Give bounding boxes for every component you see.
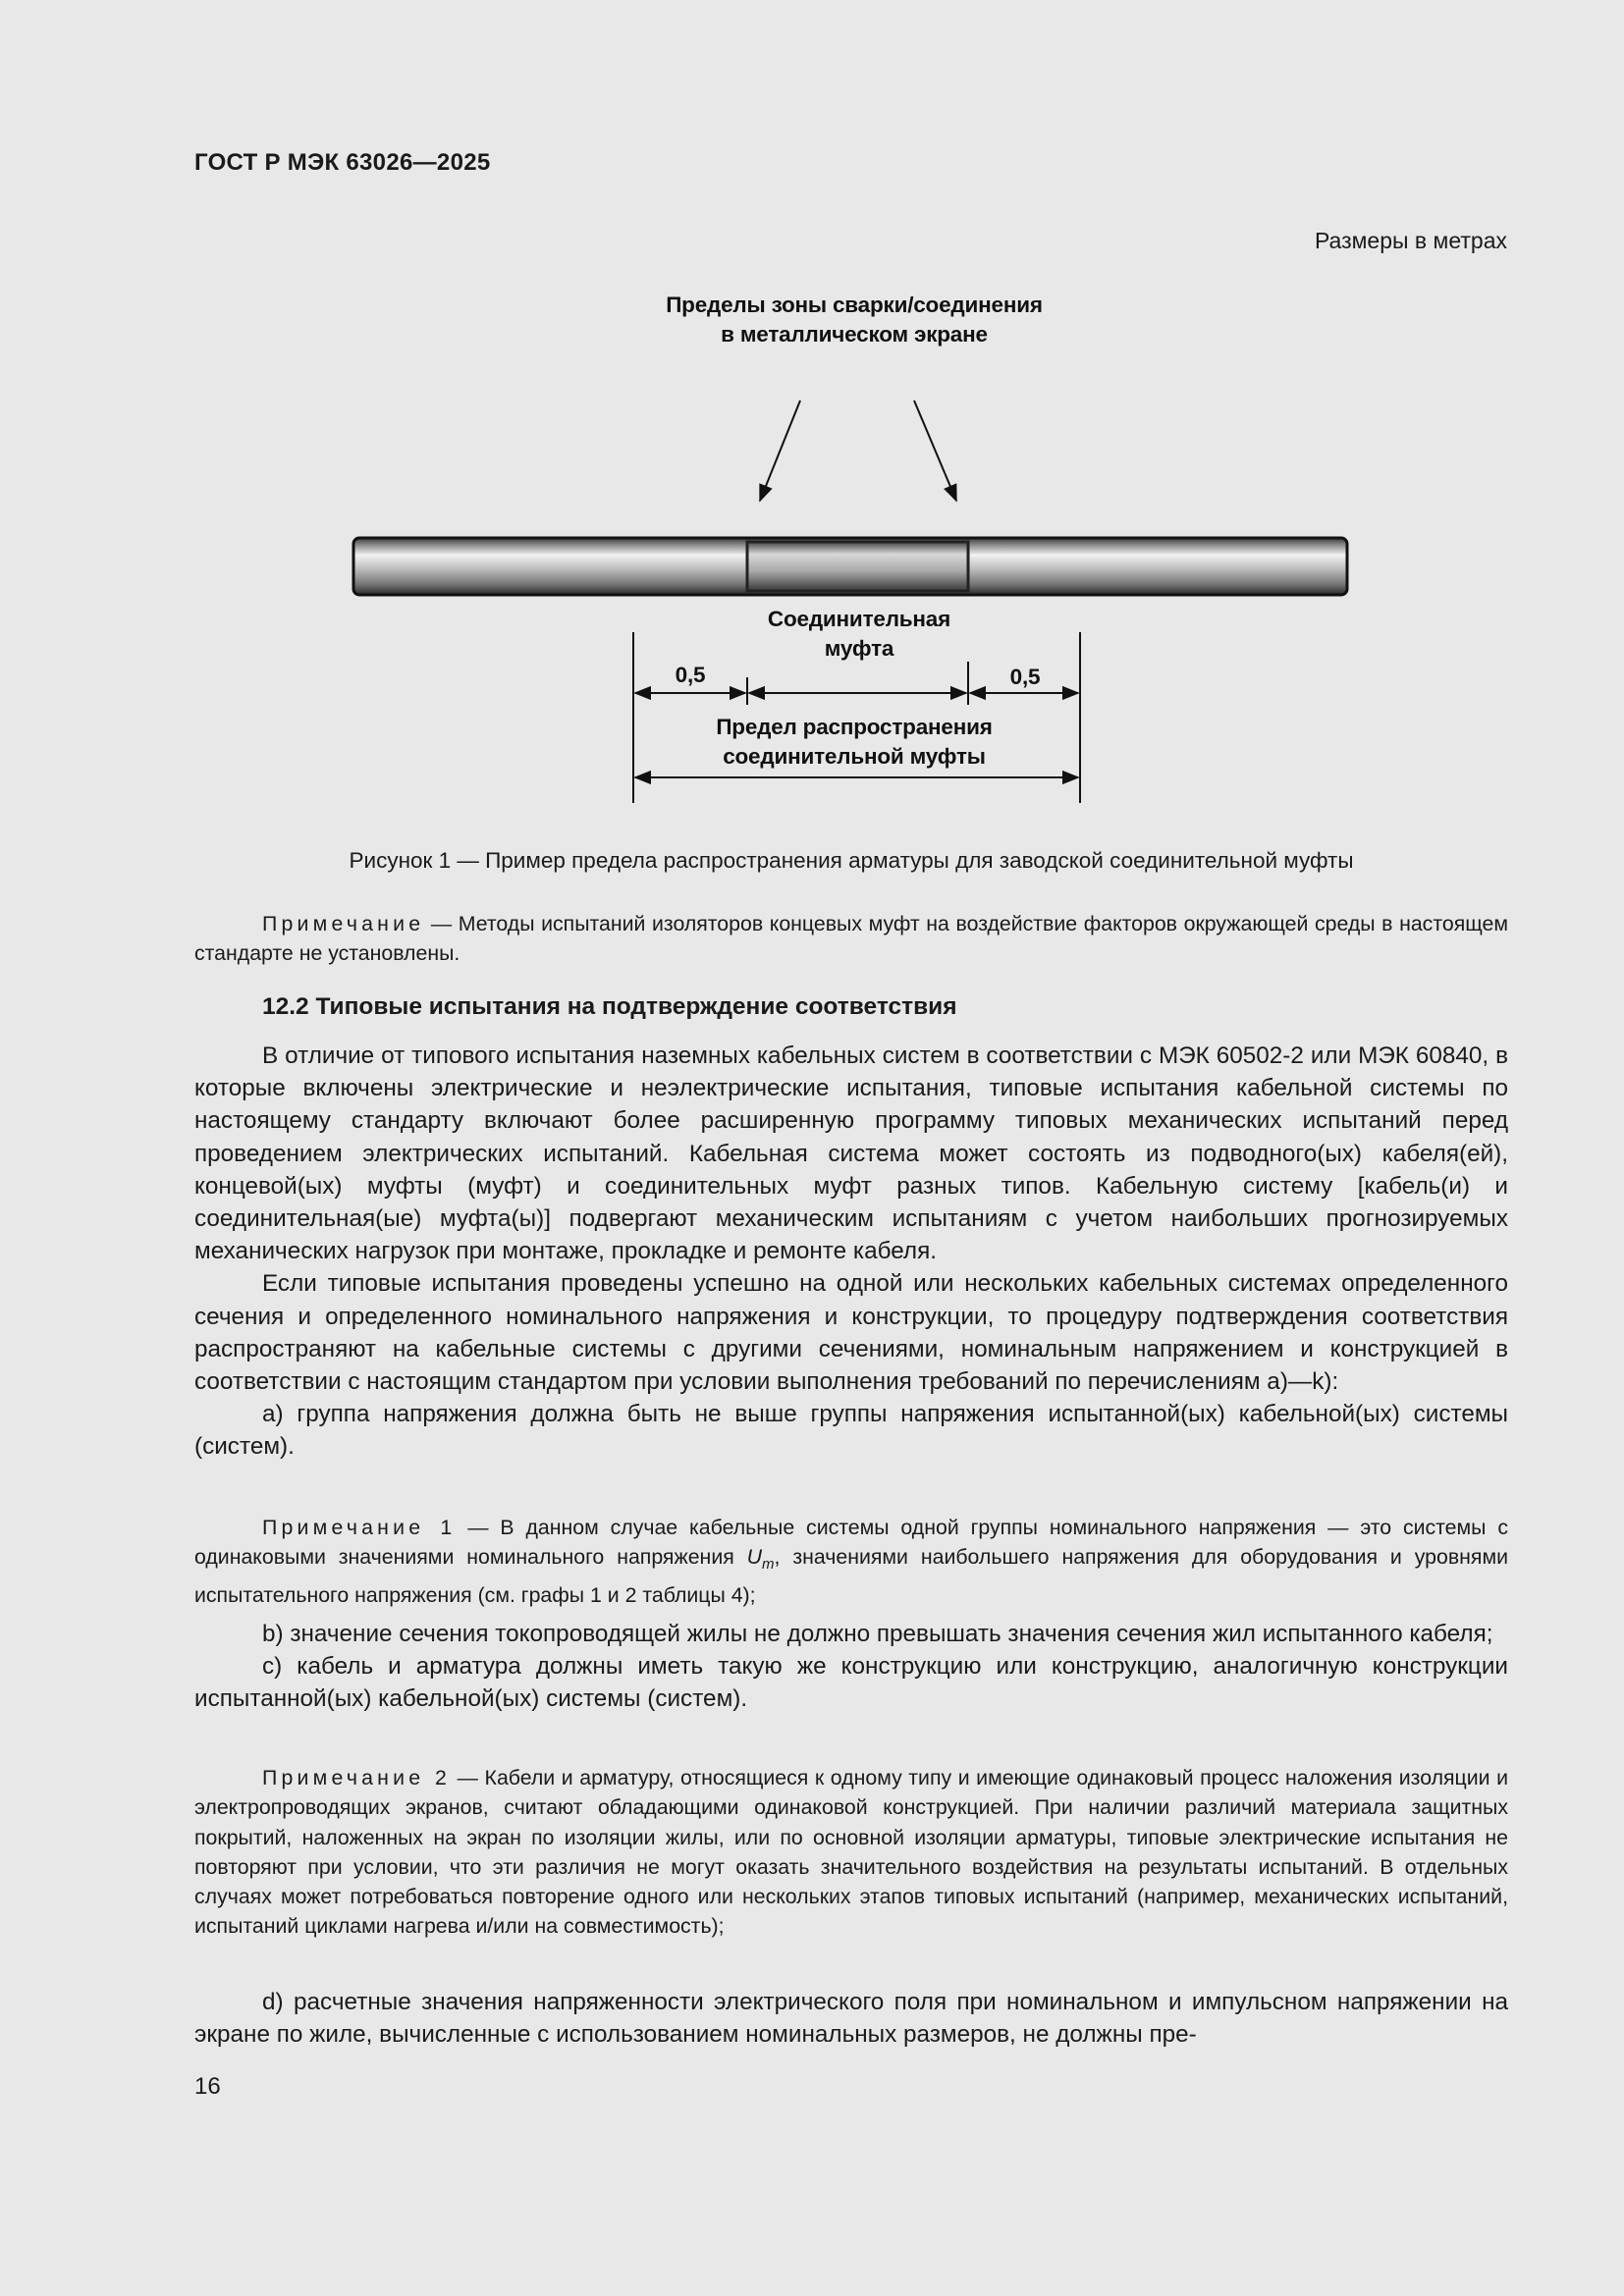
figure-1 [334,291,1375,821]
body-text-2 [194,1618,1508,1716]
units-note: Размеры в метрах [1314,228,1507,253]
symbol-subscript: m [762,1556,775,1574]
label-joint: Соединительная муфта [767,607,951,661]
list-item-a: a) группа напряжения должна быть не выше группы напряжения испытанной(ых) кабельной(ых) системы (систем). [194,1401,1508,1461]
page-number: 16 [194,2073,221,2100]
label-extent: Предел распространения соединительной муфты [716,715,993,769]
note-2 [194,1763,1508,1942]
dim-label-right: 0,5 [1009,665,1041,689]
note-text: — Кабели и арматуру, относящиеся к одному типу и имеющие одинаковый процесс наложения изоляции и электропроводящих экранов, считают обладающими одинаковой конструкцией. При наличии различий материала защитных покрытий, наложенных на экран по изоляции жилы, или по основной изоляции арматуры, типовые электрические испытания не повторяют при условии, что эти различия не могут оказать значительного воздействия на результаты испытаний. В отдельных случаях может потребоваться повторение одного или нескольких этапов типовых испытаний (например, механических испытаний, испытаний циклами нагрева и/или на совместимость); [194,1766,1508,1939]
body-text-1 [194,1040,1508,1464]
paragraph-1: В отличие от типового испытания наземных кабельных систем в соответствии с МЭК 60502-2 или МЭК 60840, в которые включены электрические и неэлектрические испытания, типовые испытания кабельной системы по настоящему стандарту включают более расширенную программу типовых механических испытаний перед проведением электрических испытаний. Кабельная система может состоять из подводного(ых) кабеля(ей), концевой(ых) муфты (муфт) и соединительных муфт разных типов. Кабельную систему [кабель(и) и соединительная(ые) муфта(ы)] подвергают механическим испытаниям с учетом наибольших прогнозируемых механических нагрузок при монтаже, прокладке и ремонте кабеля. [194,1042,1508,1265]
note-intro [194,909,1508,969]
list-item-c: c) кабель и арматура должны иметь такую же конструкцию или конструкцию, аналогичную конструкции испытанной(ых) кабельной(ых) системы (систем). [194,1653,1508,1713]
pointer-arrow-right [914,400,956,501]
note-1: Примечание 1 — В данном случае кабельные системы одной группы номинального напряжения — это системы с одинаковыми значениями номинального напряжения $U_m$, значениями наибольшего напряжения для оборудования и уровнями испытательного напряжения (см. графы 1 и 2 таблицы 4); [194,1516,1508,1607]
figure-caption: Рисунок 1 — Пример предела распространения арматуры для заводской соединительной муфты [349,848,1354,873]
note-text: — Методы испытаний изоляторов концевых муфт на воздействие факторов окружающей среды в настоящем стандарте не установлены. [194,912,1508,966]
document-header: ГОСТ Р МЭК 63026—2025 [194,149,491,176]
note-prefix: Примечание [262,912,425,935]
note-prefix: Примечание 2 [262,1766,452,1789]
list-item-b: b) значение сечения токопроводящей жилы не должно превышать значения сечения жил испытанного кабеля; [262,1621,1493,1647]
note-prefix: Примечание 1 [262,1516,457,1539]
dim-label-left: 0,5 [675,663,706,687]
symbol-u: U [746,1545,763,1570]
label-weld-zone: Пределы зоны сварки/соединения в металлическом экране [666,293,1043,347]
body-text-3 [194,1986,1508,2051]
list-item-d: d) расчетные значения напряженности электрического поля при номинальном и импульсном напряжении на экране по жиле, вычисленные с использованием номинальных размеров, не должны пре- [194,1989,1508,2049]
section-heading: 12.2 Типовые испытания на подтверждение соответствия [262,993,957,1020]
paragraph-2: Если типовые испытания проведены успешно на одной или нескольких кабельных системах определенного сечения и определенного номинального напряжения и конструкции, то процедуру подтверждения соответствия распространяют на кабельные системы с другими сечениями, номинальным напряжением и конструкцией в соответствии с настоящим стандартом при условии выполнения требований по перечислениям a)—k): [194,1270,1508,1396]
pointer-arrow-left [760,400,800,501]
joint-sleeve [747,542,968,591]
